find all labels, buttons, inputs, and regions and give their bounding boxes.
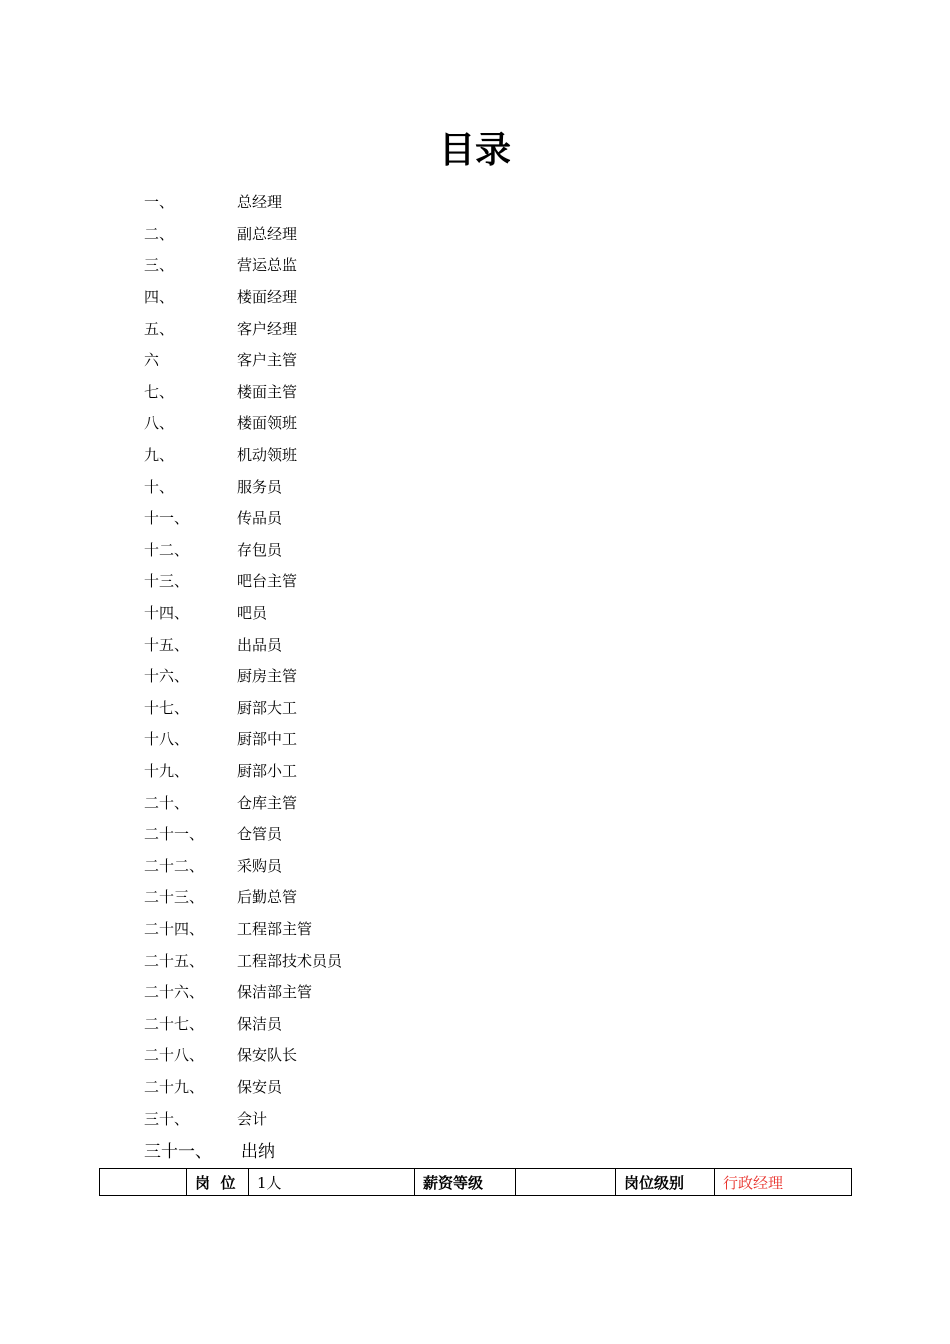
toc-entry-number: 二十一、 bbox=[144, 825, 205, 844]
toc-entry[interactable] bbox=[144, 1134, 664, 1166]
toc-entry-label: 厨部小工 bbox=[237, 761, 298, 780]
toc-entry[interactable] bbox=[144, 818, 664, 850]
toc-entry[interactable] bbox=[144, 218, 664, 250]
toc-entry-number: 十三、 bbox=[144, 572, 190, 591]
toc-entry-number: 七、 bbox=[144, 382, 175, 401]
toc-entry-number: 十二、 bbox=[144, 540, 190, 559]
toc-entry[interactable] bbox=[144, 534, 664, 566]
toc-entry-label: 后勤总管 bbox=[237, 888, 298, 907]
salary-grade-header-cell: 薪资等级 bbox=[415, 1169, 516, 1196]
toc-entry-number: 二十八、 bbox=[144, 1046, 205, 1065]
toc-entry-number: 三十一、 bbox=[144, 1142, 212, 1163]
table-row bbox=[100, 1169, 852, 1196]
toc-entry-label: 副总经理 bbox=[237, 224, 298, 243]
position-header-cell: 岗 位 bbox=[187, 1169, 249, 1196]
toc-entry-label: 工程部技术员员 bbox=[237, 951, 343, 970]
toc-entry[interactable] bbox=[144, 312, 664, 344]
toc-entry[interactable] bbox=[144, 281, 664, 313]
table-of-contents bbox=[144, 186, 664, 1165]
toc-entry-number: 五、 bbox=[144, 319, 175, 338]
toc-entry[interactable] bbox=[144, 786, 664, 818]
toc-entry-label: 保安队长 bbox=[237, 1046, 298, 1065]
toc-entry-label: 吧员 bbox=[237, 604, 268, 623]
toc-entry[interactable] bbox=[144, 376, 664, 408]
toc-entry[interactable] bbox=[144, 344, 664, 376]
toc-entry-label: 机动领班 bbox=[237, 446, 298, 465]
toc-entry-number: 十五、 bbox=[144, 635, 190, 654]
toc-entry[interactable] bbox=[144, 628, 664, 660]
toc-entry-number: 二十四、 bbox=[144, 919, 205, 938]
toc-entry-number: 十七、 bbox=[144, 698, 190, 717]
toc-entry[interactable] bbox=[144, 755, 664, 787]
toc-entry-number: 十六、 bbox=[144, 667, 190, 686]
toc-entry[interactable] bbox=[144, 249, 664, 281]
toc-entry-number: 二十二、 bbox=[144, 856, 205, 875]
toc-entry-number: 二十五、 bbox=[144, 951, 205, 970]
toc-entry-label: 营运总监 bbox=[237, 256, 298, 275]
toc-entry[interactable] bbox=[144, 1007, 664, 1039]
toc-entry-label: 服务员 bbox=[237, 477, 283, 496]
toc-entry[interactable] bbox=[144, 470, 664, 502]
toc-entry-label: 客户经理 bbox=[237, 319, 298, 338]
toc-entry-number: 二十九、 bbox=[144, 1077, 205, 1096]
toc-entry-label: 厨房主管 bbox=[237, 667, 298, 686]
toc-entry-label: 厨部中工 bbox=[237, 730, 298, 749]
toc-entry[interactable] bbox=[144, 660, 664, 692]
toc-entry-number: 三、 bbox=[144, 256, 175, 275]
toc-entry-label: 保洁员 bbox=[237, 1014, 283, 1033]
toc-entry[interactable] bbox=[144, 1102, 664, 1134]
toc-entry-number: 十九、 bbox=[144, 761, 190, 780]
toc-entry-label: 总经理 bbox=[237, 193, 283, 212]
toc-entry-label: 采购员 bbox=[237, 856, 283, 875]
toc-entry[interactable] bbox=[144, 597, 664, 629]
toc-entry-label: 保安员 bbox=[237, 1077, 283, 1096]
toc-entry-number: 十八、 bbox=[144, 730, 190, 749]
toc-entry-label: 传品员 bbox=[237, 509, 283, 528]
toc-entry-label: 工程部主管 bbox=[237, 919, 313, 938]
table-cell-blank bbox=[100, 1169, 187, 1196]
toc-entry[interactable] bbox=[144, 502, 664, 534]
toc-entry[interactable] bbox=[144, 1039, 664, 1071]
toc-entry[interactable] bbox=[144, 944, 664, 976]
toc-entry[interactable] bbox=[144, 186, 664, 218]
toc-entry[interactable] bbox=[144, 565, 664, 597]
toc-entry-label: 厨部大工 bbox=[237, 698, 298, 717]
toc-entry-label: 客户主管 bbox=[237, 351, 298, 370]
toc-entry-label: 出品员 bbox=[237, 635, 283, 654]
toc-entry-number: 一、 bbox=[144, 193, 175, 212]
toc-entry-number: 二十、 bbox=[144, 793, 190, 812]
toc-entry-number: 二十三、 bbox=[144, 888, 205, 907]
toc-entry[interactable] bbox=[144, 439, 664, 471]
salary-grade-value-cell bbox=[516, 1169, 616, 1196]
position-level-value-cell: 行政经理 bbox=[715, 1169, 852, 1196]
toc-entry-number: 十、 bbox=[144, 477, 175, 496]
toc-entry-number: 二、 bbox=[144, 224, 175, 243]
toc-entry[interactable] bbox=[144, 723, 664, 755]
toc-entry-number: 十一、 bbox=[144, 509, 190, 528]
headcount-cell: 1人 bbox=[249, 1169, 415, 1196]
toc-entry[interactable] bbox=[144, 849, 664, 881]
toc-entry-label: 存包员 bbox=[237, 540, 283, 559]
toc-entry-label: 仓管员 bbox=[237, 825, 283, 844]
toc-entry-label: 吧台主管 bbox=[237, 572, 298, 591]
toc-entry-label: 保洁部主管 bbox=[237, 983, 313, 1002]
toc-entry-label: 楼面经理 bbox=[237, 288, 298, 307]
toc-entry[interactable] bbox=[144, 976, 664, 1008]
toc-entry-label: 仓库主管 bbox=[237, 793, 298, 812]
toc-entry-number: 十四、 bbox=[144, 604, 190, 623]
toc-entry-number: 三十、 bbox=[144, 1109, 190, 1128]
toc-entry-label: 楼面领班 bbox=[237, 414, 298, 433]
toc-entry-label: 出纳 bbox=[241, 1142, 275, 1163]
toc-entry[interactable] bbox=[144, 1071, 664, 1103]
toc-entry[interactable] bbox=[144, 407, 664, 439]
toc-entry[interactable] bbox=[144, 881, 664, 913]
page-title: 目录 bbox=[438, 130, 511, 171]
toc-entry-number: 六 bbox=[144, 351, 160, 370]
toc-entry-number: 二十七、 bbox=[144, 1014, 205, 1033]
toc-entry-number: 四、 bbox=[144, 288, 175, 307]
toc-entry-label: 楼面主管 bbox=[237, 382, 298, 401]
toc-entry-number: 八、 bbox=[144, 414, 175, 433]
job-info-table bbox=[99, 1168, 852, 1196]
position-level-header-cell: 岗位级别 bbox=[616, 1169, 715, 1196]
toc-entry-number: 二十六、 bbox=[144, 983, 205, 1002]
toc-entry-number: 九、 bbox=[144, 446, 175, 465]
toc-entry[interactable] bbox=[144, 692, 664, 724]
toc-entry-label: 会计 bbox=[237, 1109, 268, 1128]
toc-entry[interactable] bbox=[144, 913, 664, 945]
